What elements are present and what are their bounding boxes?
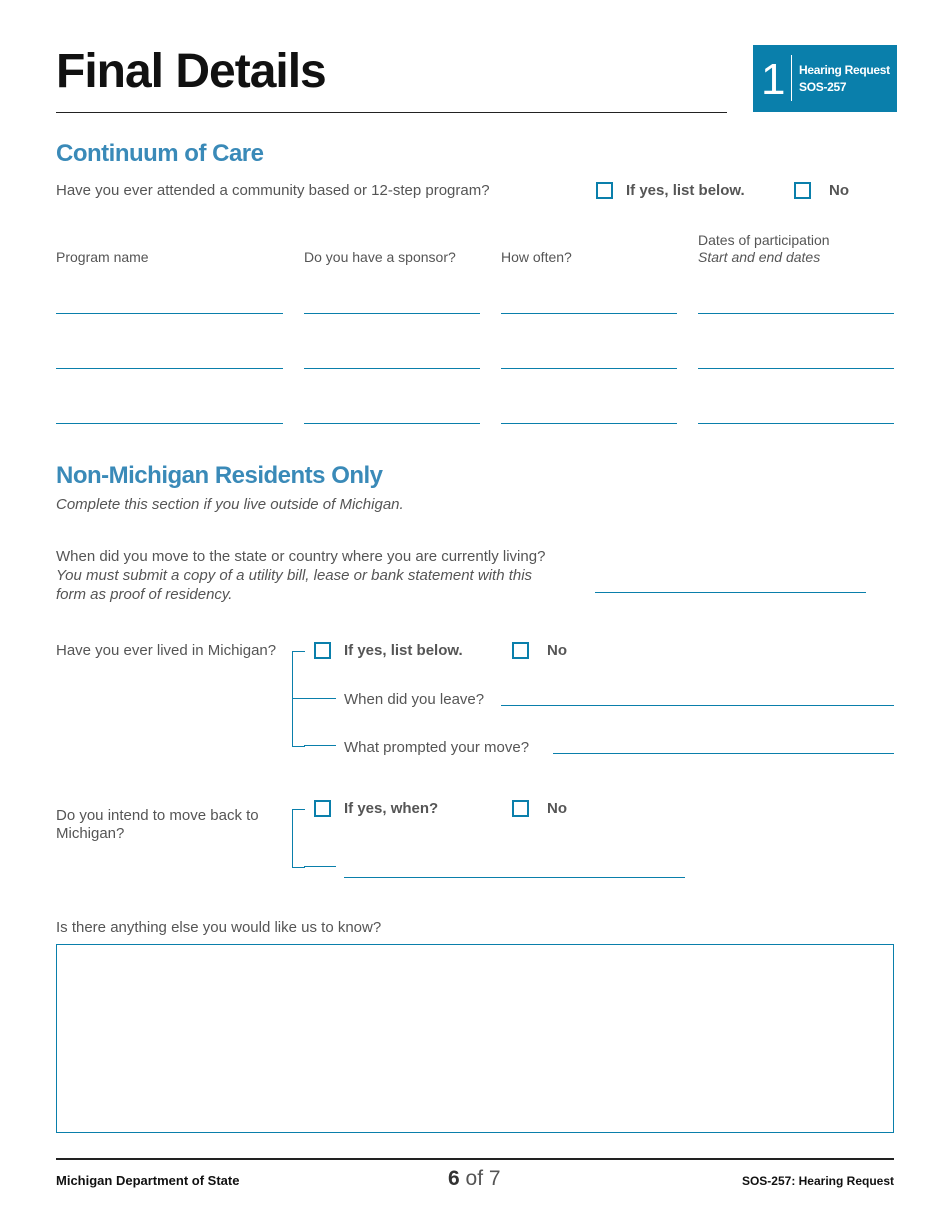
program-yes-label: If yes, list below. [626,182,745,199]
program-table-field[interactable] [304,423,480,424]
program-table-field[interactable] [304,313,480,314]
bracket-tick [292,698,336,699]
footer-rule [56,1158,894,1160]
when-leave-field[interactable] [501,705,894,706]
footer-form-id: SOS-257: Hearing Request [741,1174,894,1188]
anything-else-textarea[interactable] [56,944,894,1133]
lived-question: Have you ever lived in Michigan? [56,642,277,659]
col-program-name: Program name [56,249,149,265]
badge-divider [791,55,792,101]
section-heading-continuum: Continuum of Care [56,140,264,167]
what-prompted-field[interactable] [553,753,894,754]
lived-no-label: No [547,642,567,659]
move-question: When did you move to the state or country where you are currently living? [56,548,546,565]
program-no-label: No [829,182,849,199]
page-current: 6 [448,1167,460,1190]
col-sponsor: Do you have a sponsor? [304,249,456,265]
anything-else-label: Is there anything else you would like us to know? [56,919,382,936]
footer-department: Michigan Department of State [56,1173,240,1188]
lived-no-checkbox[interactable] [512,642,529,659]
page-number [448,1167,501,1191]
program-question: Have you ever attended a community based or 12-step program? [56,182,490,199]
program-table-field[interactable] [304,368,480,369]
badge-number: 1 [761,55,786,104]
move-back-no-label: No [547,800,567,817]
badge-line1: Hearing Request [799,63,890,77]
move-back-yes-label: If yes, when? [344,800,439,817]
move-question-block [56,547,586,604]
col-dates: Dates of participation [698,232,830,248]
move-date-field[interactable] [595,592,866,593]
section-heading-nonmi: Non-Michigan Residents Only [56,462,383,489]
bracket-tick [304,866,336,867]
program-table-field[interactable] [56,423,283,424]
program-table-field[interactable] [501,368,677,369]
lived-yes-checkbox[interactable] [314,642,331,659]
col-how-often: How often? [501,249,572,265]
program-table-field[interactable] [501,423,677,424]
form-badge [753,45,897,112]
program-yes-checkbox[interactable] [596,182,613,199]
program-table-field[interactable] [501,313,677,314]
move-back-question: Do you intend to move back to Michigan? [56,807,259,842]
nonmi-subtitle: Complete this section if you live outside of Michigan. [56,496,404,513]
move-back-bracket [292,809,305,868]
move-back-when-field[interactable] [344,877,685,878]
col-dates-sub: Start and end dates [698,249,821,265]
page-total: of 7 [459,1167,501,1190]
page-title: Final Details [56,45,326,98]
program-no-checkbox[interactable] [794,182,811,199]
program-table-field[interactable] [56,368,283,369]
move-note: You must submit a copy of a utility bill, lease or bank statement with this form as proof of residency. [56,567,533,603]
title-rule [56,112,727,113]
what-prompted-label: What prompted your move? [344,739,530,756]
lived-yes-label: If yes, list below. [344,642,463,659]
move-back-yes-checkbox[interactable] [314,800,331,817]
when-leave-label: When did you leave? [344,691,485,708]
lived-bracket [292,651,305,747]
program-table-field[interactable] [698,313,894,314]
program-table-field[interactable] [698,423,894,424]
badge-line2: SOS-257 [799,80,847,94]
bracket-tick [304,745,336,746]
program-table-field[interactable] [56,313,283,314]
program-table-field[interactable] [698,368,894,369]
move-back-no-checkbox[interactable] [512,800,529,817]
